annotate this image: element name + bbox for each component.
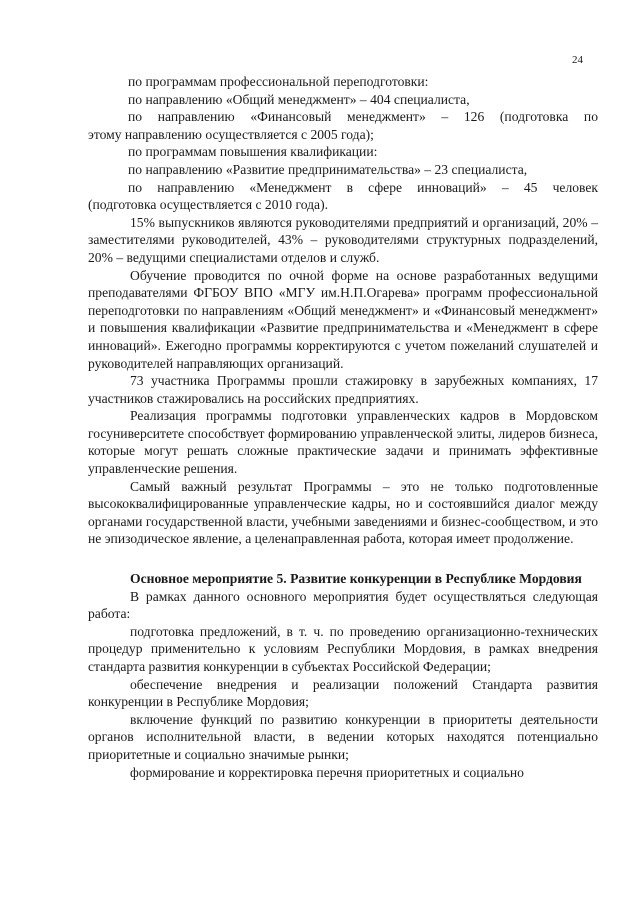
paragraph: подготовка предложений, в т. ч. по проведению организационно-технических процедур применительно к условиям Республики Мордовия, в рамках внедрения стандарта развития конкуренции в субъектах Российской Федерации;: [88, 623, 598, 674]
paragraph: 15% выпускников являются руководителями предприятий и организаций, 20% – заместителями руководителей, 43% – руководителями структурных подразделений, 20% – ведущими специалистами отделов и служб.: [88, 214, 598, 265]
paragraph: формирование и корректировка перечня приоритетных и социально: [130, 764, 524, 780]
list-line: этому направлению осуществляется с 2005 года);: [88, 126, 374, 142]
spacer: [88, 548, 598, 570]
paragraph: Самый важный результат Программы – это не только подготовленные высококвалифицированные управленческие кадры, но и состоявшийся диалог между органами государственной власти, учебными заведениями и бизнес-сообществом, и это не эпизодическое явление, а целенаправленная работа, которая имеет продолжение.: [88, 478, 598, 547]
list-line: по программам профессиональной переподготовки:: [128, 74, 429, 89]
list-line: по программам повышения квалификации:: [128, 144, 378, 160]
paragraph: В рамках данного основного мероприятия будет осуществляться следующая работа:: [88, 588, 598, 622]
list-line: (подготовка осуществляется с 2010 года).: [88, 197, 329, 213]
list-line: по направлению «Менеджмент в сфере инноваций» – 45 человек: [128, 179, 598, 195]
section-heading: Основное мероприятие 5. Развитие конкуренции в Республике Мордовия: [130, 571, 582, 587]
page-number: 24: [572, 54, 583, 66]
paragraph: 73 участника Программы прошли стажировку в зарубежных компаниях, 17 участников стажировались на российских предприятиях.: [88, 373, 598, 406]
paragraph: Реализация программы подготовки управленческих кадров в Мордовском госуниверситете способствует формированию управленческой элиты, лидеров бизнеса, которые могут решать сложные практические задачи и принимать эффективные управленческие решения.: [88, 408, 598, 477]
document-body: [88, 73, 598, 781]
paragraph: включение функций по развитию конкуренции в приоритеты деятельности органов исполнительной власти, в ведении которых находятся потенциально приоритетные и социально значимые рынки;: [88, 711, 598, 762]
paragraph: Обучение проводится по очной форме на основе разработанных ведущими преподавателями ФГБОУ ВПО «МГУ им.Н.П.Огарева» программ профессиональной переподготовки по направлениям «Общий менеджмент» и «Финансовый менеджмент» и повышения квалификации «Развитие предпринимательства и «Менеджмент в сфере инноваций». Ежегодно программы корректируются с учетом пожеланий слушателей и руководителей направляющих организаций.: [88, 267, 598, 371]
list-line: по направлению «Финансовый менеджмент» – 126 (подготовка по: [128, 109, 598, 125]
paragraph: обеспечение внедрения и реализации положений Стандарта развития конкуренции в Республике Мордовия;: [88, 676, 598, 710]
list-line: по направлению «Развитие предпринимательства» – 23 специалиста,: [128, 161, 528, 177]
list-line: по направлению «Общий менеджмент» – 404 специалиста,: [128, 91, 470, 107]
